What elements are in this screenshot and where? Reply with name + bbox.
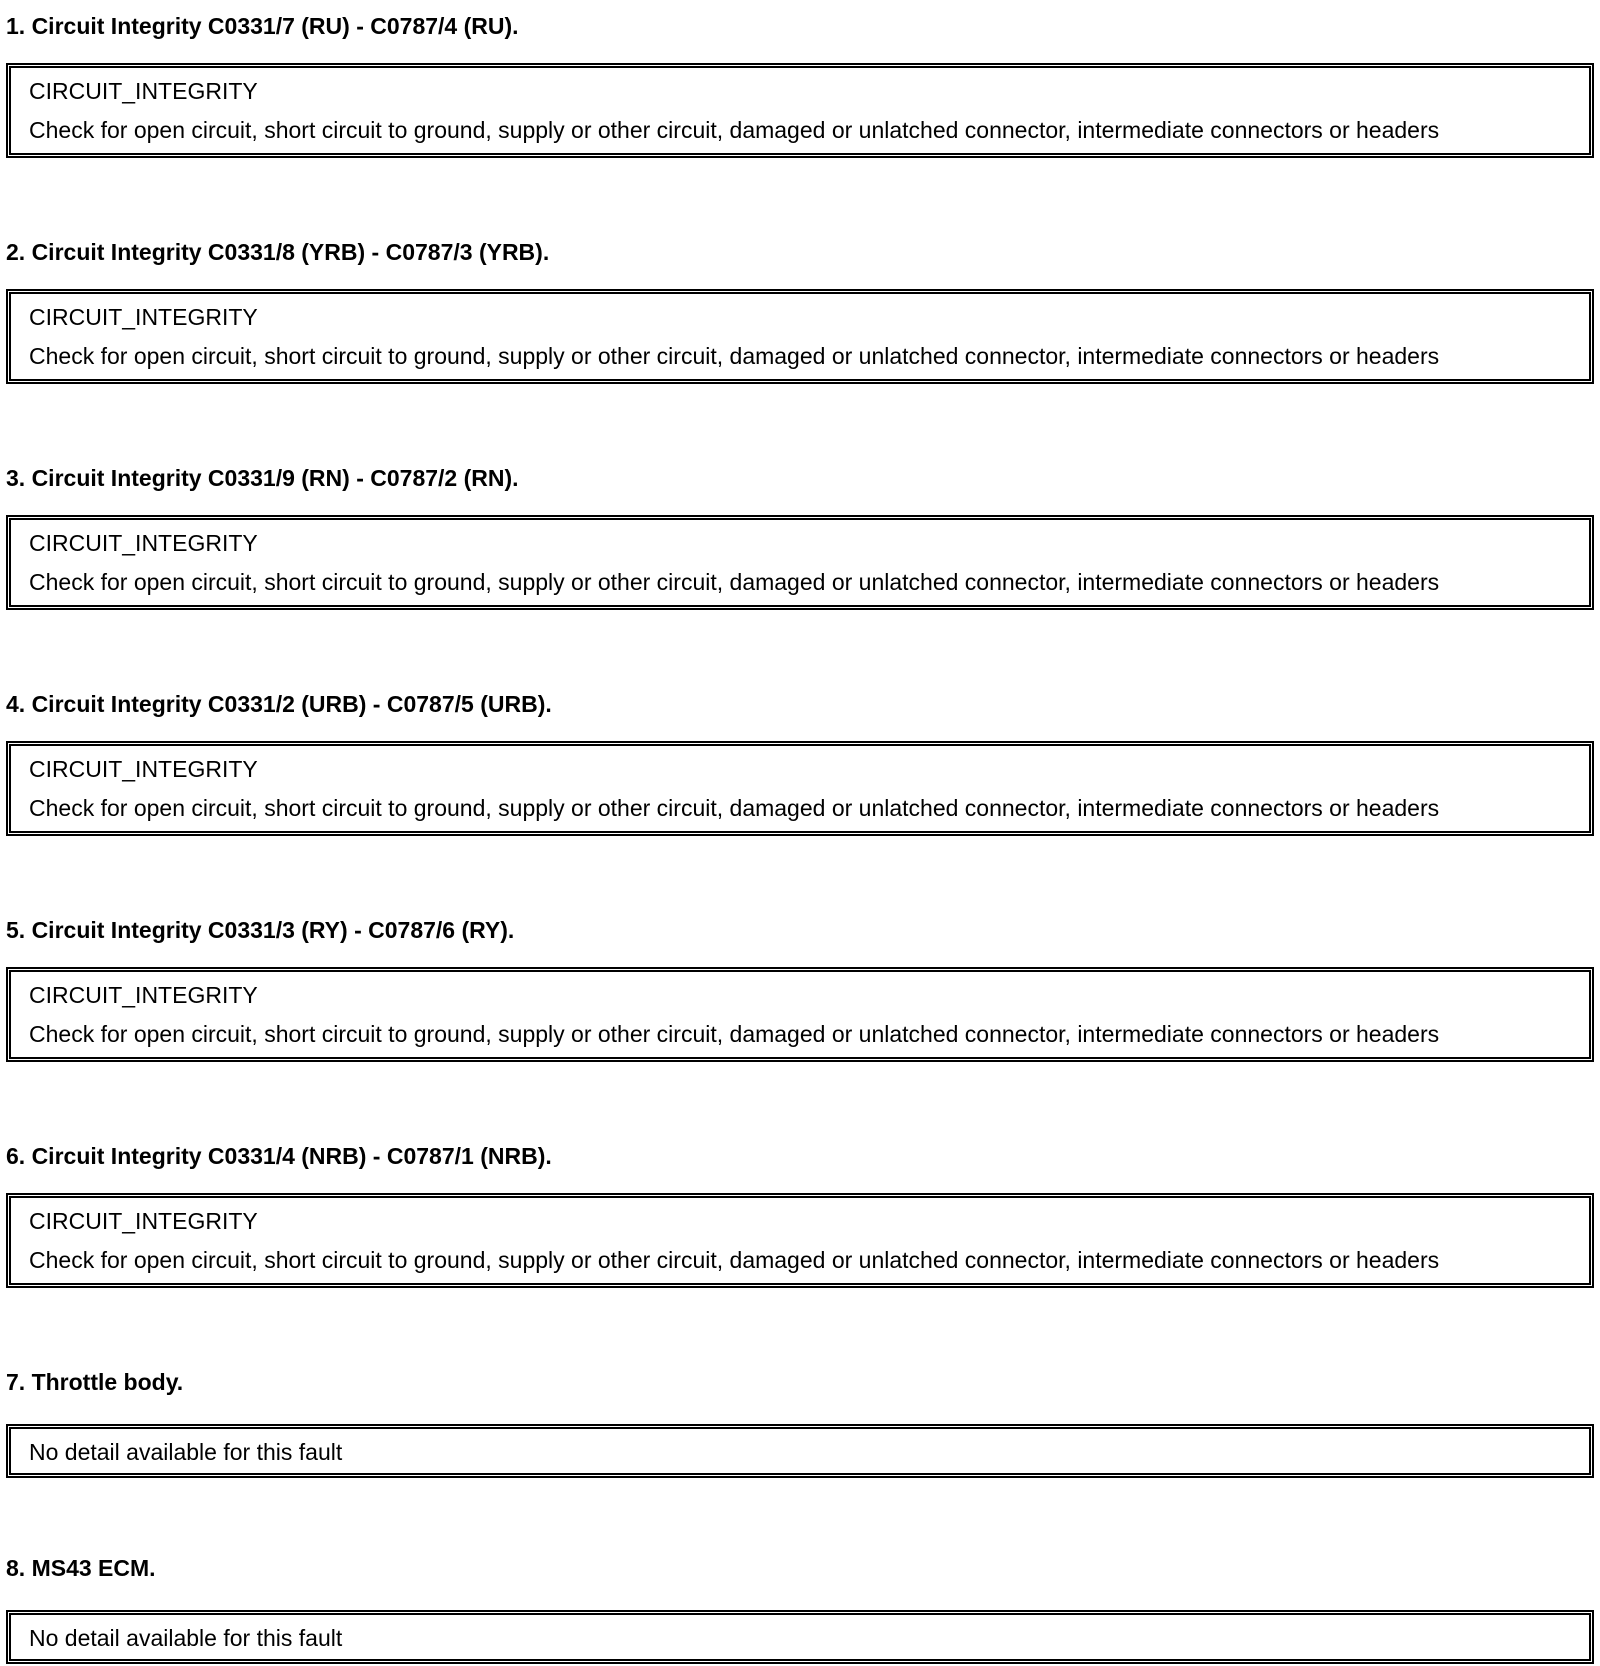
- step-title: 5. Circuit Integrity C0331/3 (RY) - C0787/6 (RY).: [6, 917, 515, 943]
- fault-code: CIRCUIT_INTEGRITY: [29, 304, 258, 330]
- fault-description: No detail available for this fault: [29, 1439, 343, 1465]
- fault-code: CIRCUIT_INTEGRITY: [29, 78, 258, 104]
- step-title: 6. Circuit Integrity C0331/4 (NRB) - C0787/1 (NRB).: [6, 1143, 552, 1169]
- step-title: 3. Circuit Integrity C0331/9 (RN) - C0787/2 (RN).: [6, 465, 519, 491]
- step-title: 8. MS43 ECM.: [6, 1555, 156, 1581]
- fault-description: Check for open circuit, short circuit to ground, supply or other circuit, damaged or unlatched connector, intermediate connectors or headers: [29, 117, 1440, 143]
- fault-description: No detail available for this fault: [29, 1625, 343, 1651]
- fault-detail-box: [6, 63, 1594, 158]
- fault-detail-box: [6, 1424, 1594, 1478]
- fault-description: Check for open circuit, short circuit to ground, supply or other circuit, damaged or unlatched connector, intermediate connectors or headers: [29, 795, 1440, 821]
- fault-detail-box: [6, 289, 1594, 384]
- fault-description: Check for open circuit, short circuit to ground, supply or other circuit, damaged or unlatched connector, intermediate connectors or headers: [29, 569, 1440, 595]
- step-title: 4. Circuit Integrity C0331/2 (URB) - C0787/5 (URB).: [6, 691, 552, 717]
- fault-code: CIRCUIT_INTEGRITY: [29, 1208, 258, 1234]
- fault-detail-box: [6, 1610, 1594, 1664]
- fault-detail-box: [6, 967, 1594, 1062]
- fault-code: CIRCUIT_INTEGRITY: [29, 982, 258, 1008]
- fault-description: Check for open circuit, short circuit to ground, supply or other circuit, damaged or unlatched connector, intermediate connectors or headers: [29, 1021, 1440, 1047]
- fault-code: CIRCUIT_INTEGRITY: [29, 756, 258, 782]
- step-title: 7. Throttle body.: [6, 1369, 184, 1395]
- fault-detail-box: [6, 1193, 1594, 1288]
- fault-detail-box: [6, 515, 1594, 610]
- step-title: 2. Circuit Integrity C0331/8 (YRB) - C0787/3 (YRB).: [6, 239, 550, 265]
- fault-code: CIRCUIT_INTEGRITY: [29, 530, 258, 556]
- fault-detail-box: [6, 741, 1594, 836]
- fault-description: Check for open circuit, short circuit to ground, supply or other circuit, damaged or unlatched connector, intermediate connectors or headers: [29, 1247, 1440, 1273]
- fault-description: Check for open circuit, short circuit to ground, supply or other circuit, damaged or unlatched connector, intermediate connectors or headers: [29, 343, 1440, 369]
- step-title: 1. Circuit Integrity C0331/7 (RU) - C0787/4 (RU).: [6, 13, 519, 39]
